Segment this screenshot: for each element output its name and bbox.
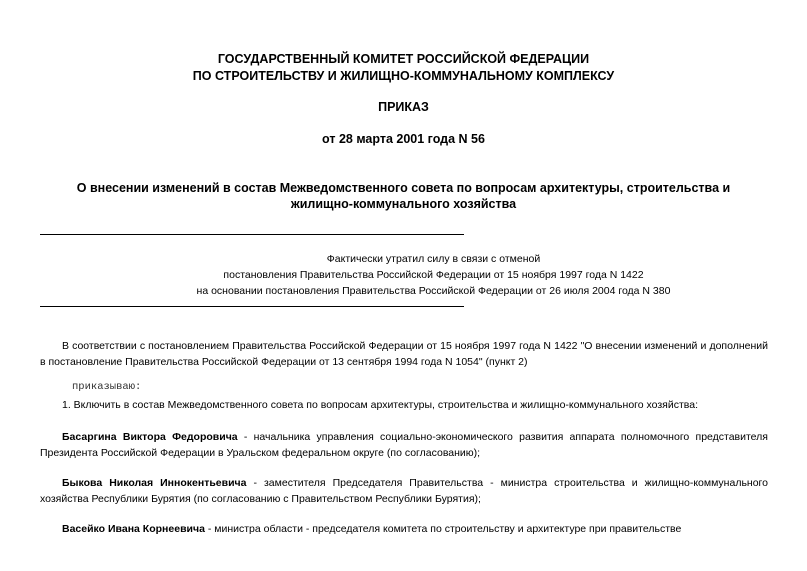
issuer-header — [0, 51, 807, 85]
member-position: - начальника управления социально-экономического развития аппарата полномочного представителя Президента Российской Федерации в Уральском федеральном округе (по согласованию); — [40, 431, 768, 459]
issuer-line-2: ПО СТРОИТЕЛЬСТВУ И ЖИЛИЩНО-КОММУНАЛЬНОМУ КОМПЛЕКСУ — [192, 69, 615, 83]
preamble-paragraph: В соответствии с постановлением Правительства Российской Федерации от 15 ноября 1997 года N 1422 "О внесении изменений и дополнений в постановление Правительства Российской Федерации от 13 сентября 1994 года N 1054" (пункт 2) — [40, 340, 768, 368]
member-paragraph — [40, 521, 768, 537]
status-note — [40, 251, 767, 299]
divider-top — [40, 234, 464, 235]
member-name: Васейко Ивана Корнеевича — [62, 523, 205, 535]
member-name: Басаргина Виктора Федоровича — [62, 431, 238, 443]
member-paragraph — [40, 475, 768, 507]
document-type: ПРИКАЗ — [378, 100, 429, 114]
subject-line-1: О внесении изменений в состав Межведомственного совета по вопросам архитектуры, строительства и — [76, 181, 731, 195]
member-paragraph — [40, 429, 768, 461]
divider-bottom — [40, 306, 464, 307]
member-name: Быкова Николая Иннокентьевича — [62, 477, 247, 489]
issuer-line-1: ГОСУДАРСТВЕННЫЙ КОМИТЕТ РОССИЙСКОЙ ФЕДЕРАЦИИ — [217, 52, 590, 66]
status-note-line-3: на основании постановления Правительства Российской Федерации от 26 июля 2004 года N 380 — [196, 285, 671, 297]
item-1-paragraph: 1. Включить в состав Межведомственного совета по вопросам архитектуры, строительства и жилищно-коммунального хозяйства: — [62, 399, 699, 411]
document-subject — [40, 180, 767, 212]
document-date: от 28 марта 2001 года N 56 — [322, 132, 485, 146]
member-position: - заместителя Председателя Правительства - министра строительства и жилищно-коммунального хозяйства Республики Бурятия (по согласованию с Правительством Республики Бурятия); — [40, 477, 768, 505]
status-note-line-2: постановления Правительства Российской Федерации от 15 ноября 1997 года N 1422 — [223, 269, 644, 281]
subject-line-2: жилищно-коммунального хозяйства — [290, 197, 517, 211]
order-word: приказываю: — [72, 381, 142, 393]
status-note-line-1: Фактически утратил силу в связи с отменой — [326, 253, 541, 265]
member-position: - министра области - председателя комитета по строительству и архитектуре при правительстве — [204, 523, 682, 535]
